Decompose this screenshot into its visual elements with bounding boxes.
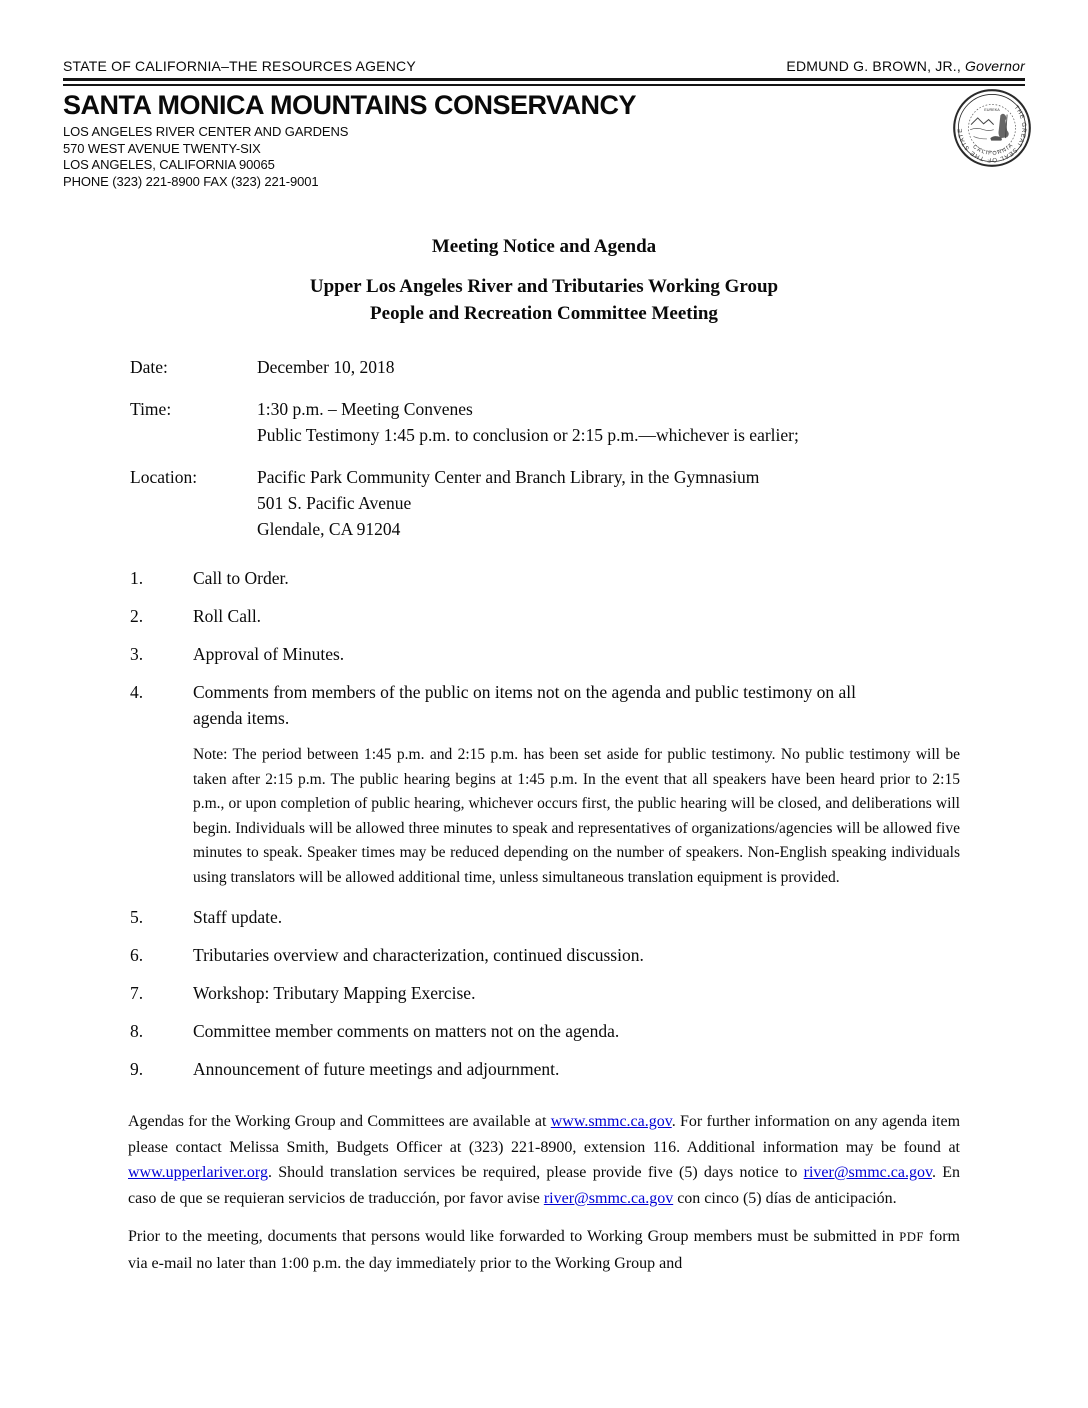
agency-line: STATE OF CALIFORNIA–THE RESOURCES AGENCY <box>63 58 416 74</box>
address-line: LOS ANGELES, CALIFORNIA 90065 <box>63 157 275 172</box>
meeting-info <box>63 354 1025 542</box>
agenda-item-8: 8. Committee member comments on matters not on the agenda. <box>130 1021 620 1041</box>
document-submission-paragraph: Prior to the meeting, documents that persons would like forwarded to Working Group members must be submitted in PDF form via e-mail no later than 1:00 p.m. the day immediately prior to the Working Group and <box>128 1228 960 1272</box>
agenda-item-6: 6. Tributaries overview and characterization, continued discussion. <box>130 945 644 965</box>
organization-address <box>63 124 1025 190</box>
date-label: Date: <box>130 357 168 377</box>
california-state-seal-icon <box>950 86 1034 170</box>
agenda-item-5: 5. Staff update. <box>130 907 283 927</box>
pdf-smallcaps: PDF <box>899 1230 924 1244</box>
subtitle-line-1: Upper Los Angeles River and Tributaries Working Group <box>309 276 779 297</box>
agenda-item-2: 2. Roll Call. <box>130 606 262 626</box>
time-label: Time: <box>130 399 172 419</box>
date-row <box>130 354 1025 380</box>
location-row <box>130 464 1025 542</box>
time-value: 1:30 p.m. – Meeting Convenes Public Testimony 1:45 p.m. to conclusion or 2:15 p.m.—whichever is earlier; <box>257 399 799 445</box>
address-line: LOS ANGELES RIVER CENTER AND GARDENS <box>63 124 349 139</box>
address-line: 570 WEST AVENUE TWENTY-SIX <box>63 140 261 156</box>
svg-text:THE GREAT SEAL OF THE STATE: THE GREAT SEAL OF THE STATE <box>957 104 1027 163</box>
agenda-item-3: 3. Approval of Minutes. <box>130 644 345 664</box>
river-email-link-es[interactable]: river@smmc.ca.gov <box>543 1189 674 1207</box>
agenda-item-1: 1. Call to Order. <box>130 568 289 588</box>
location-label: Location: <box>130 467 198 487</box>
river-email-link[interactable]: river@smmc.ca.gov <box>803 1164 932 1181</box>
time-row <box>130 396 1025 448</box>
document-subtitle <box>63 273 1025 327</box>
public-testimony-note: Note: The period between 1:45 p.m. and 2:15 p.m. has been set aside for public testimony. No public testimony will be taken after 2:15 p.m. The public hearing begins at 1:45 p.m. In the event that all speakers have been heard prior to 2:15 p.m., or upon completion of public hearing, whichever occurs first, the public hearing will be closed, and deliberations will begin. Individuals will be allowed three minutes to speak and representatives of organizations/agencies will be allowed five minutes to speak. Speaker times may be reduced depending on the number of speakers. Non-English speaking individuals using translators will be allowed additional time, unless simultaneous translation equipment is provided. <box>193 746 960 886</box>
smmc-website-link[interactable]: www.smmc.ca.gov <box>550 1113 672 1130</box>
header-rule <box>63 78 1025 86</box>
svg-text:EUREKA: EUREKA <box>984 108 1000 113</box>
agenda-item-4: 4. Comments from members of the public on items not on the agenda and public testimony on all agenda items. <box>130 682 856 728</box>
agenda-list <box>63 565 1025 1082</box>
governor-line: EDMUND G. BROWN, JR., Governor <box>786 58 1025 74</box>
letterhead <box>63 58 1025 190</box>
agenda-item-9: 9. Announcement of future meetings and adjournment. <box>130 1059 560 1079</box>
date-value: December 10, 2018 <box>257 357 395 377</box>
organization-name: SANTA MONICA MOUNTAINS CONSERVANCY <box>63 90 637 120</box>
document-body <box>63 236 1025 1276</box>
document-title: Meeting Notice and Agenda <box>431 236 657 257</box>
subtitle-line-2: People and Recreation Committee Meeting <box>370 303 718 324</box>
address-line: PHONE (323) 221-8900 FAX (323) 221-9001 <box>63 173 319 189</box>
availability-paragraph: Agendas for the Working Group and Committees are available at www.smmc.ca.gov. For further information on any agenda item please contact Melissa Smith, Budgets Officer at (323) 221-8900, extension 116. Additional information may be found at www.upperlariver.org. Should translation services be required, please provide five (5) days notice to river@smmc.ca.gov. En caso de que se requieran servicios de traducción, por favor avise river@smmc.ca.gov con cinco (5) días de anticipación. <box>128 1113 961 1207</box>
svg-text:CALIFORNIA: CALIFORNIA <box>971 142 1015 157</box>
location-value: Pacific Park Community Center and Branch Library, in the Gymnasium 501 S. Pacific Avenue Glendale, CA 91204 <box>257 467 760 539</box>
agenda-item-7: 7. Workshop: Tributary Mapping Exercise. <box>130 983 476 1003</box>
upperlariver-website-link[interactable]: www.upperlariver.org <box>128 1164 268 1181</box>
